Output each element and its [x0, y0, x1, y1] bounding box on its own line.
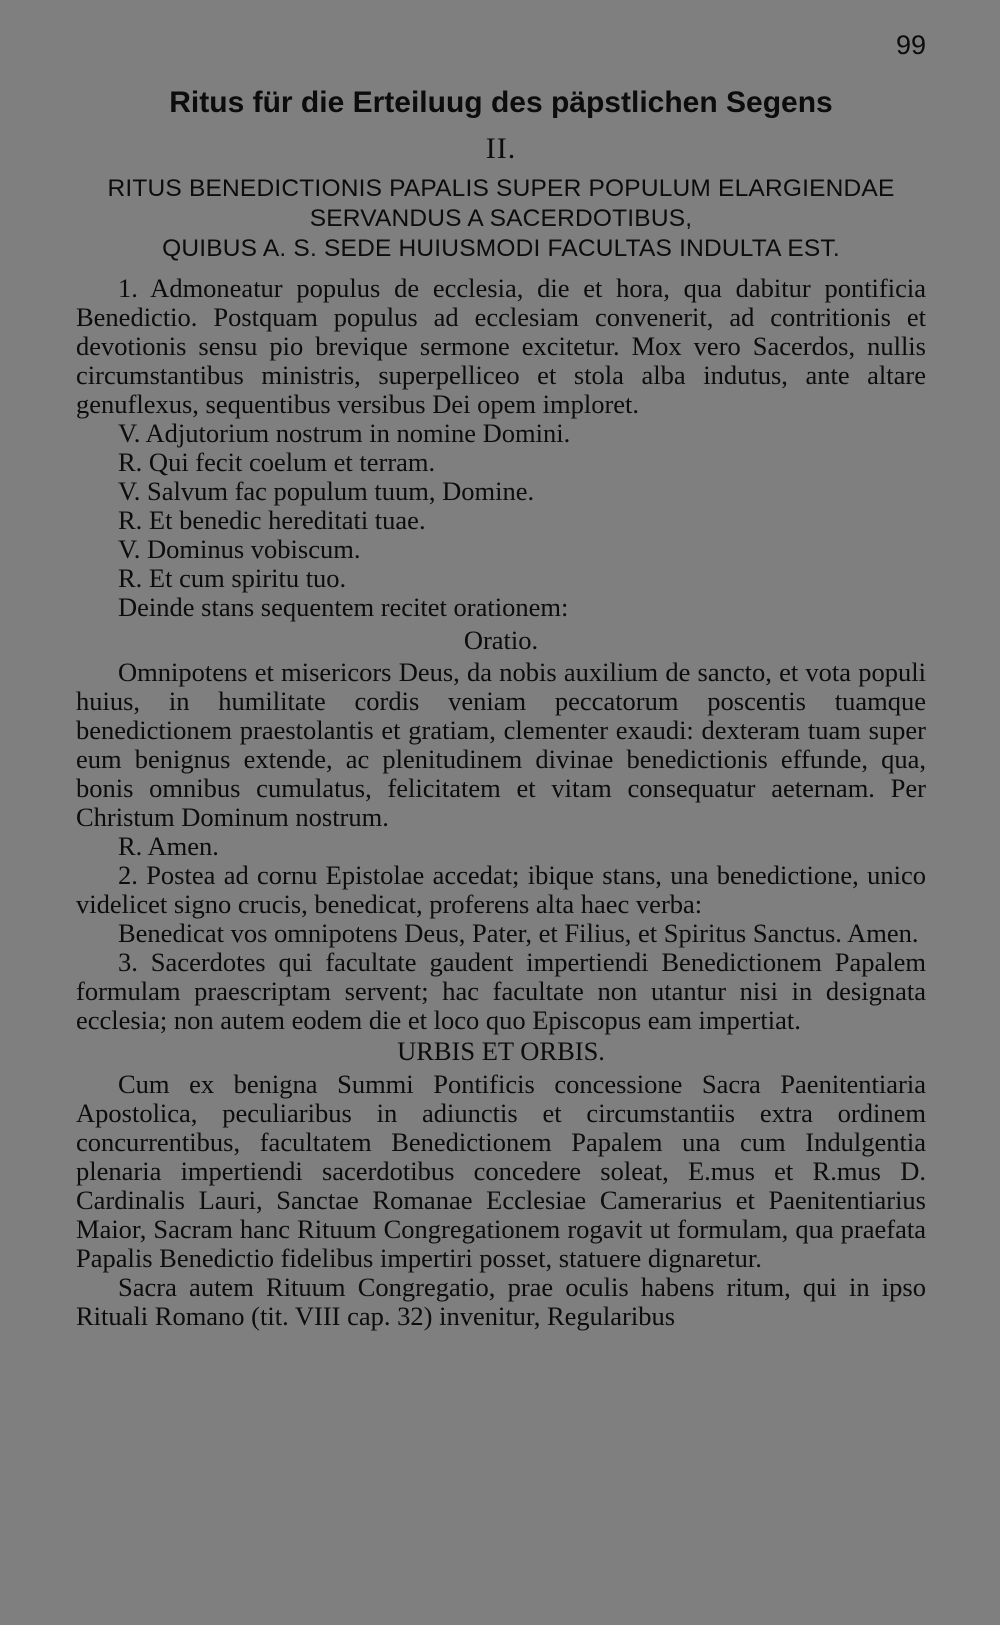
- oratio-text: Omnipotens et misericors Deus, da nobis auxilium de sancto, et vota populi huius, in humilitate cordis veniam peccatorum poscentis tuamque benedictionem praestolantis et gratiam, clementer exaudi: dexteram tuam super eum benignus extende, ac plenitudinem divinae benedictionis effunde, qua, bonis omnibus cumulatus, felicitatem et vitam consequatur aeternam. Per Christum Dominum nostrum.: [76, 657, 926, 832]
- rite-title-line-1: RITUS BENEDICTIONIS PAPALIS SUPER POPULUM ELARGIENDAE: [107, 175, 895, 202]
- oratio-title: Oratio.: [463, 625, 539, 655]
- response-1: R. Qui fecit coelum et terram.: [118, 447, 436, 477]
- versicle-2: V. Salvum fac populum tuum, Domine.: [118, 476, 535, 506]
- amen-response: R. Amen.: [118, 831, 219, 861]
- paragraph-2: 2. Postea ad cornu Epistolae accedat; ibique stans, una benedictione, unico videlicet signo crucis, benedicat, proferens alta haec verba:: [76, 860, 926, 919]
- response-2: R. Et benedic hereditati tuae.: [118, 505, 426, 535]
- urbis-et-orbis-title: URBIS ET ORBIS.: [397, 1036, 605, 1066]
- rite-title: [76, 174, 926, 264]
- section-number: II.: [485, 132, 517, 165]
- page-number: 99: [895, 30, 926, 60]
- paragraph-1: 1. Admoneatur populus de ecclesia, die et hora, qua dabitur pontificia Benedictio. Postquam populus ad ecclesiam convenerit, ad contritionis et devotionis sensu pio brevique sermone excitetur. Mox vero Sacerdos, nullis circumstantibus ministris, superpelliceo et stola alba indutus, ante altare genuflexus, sequentibus versibus Dei opem imploret.: [76, 273, 926, 419]
- document-page: [76, 28, 926, 1331]
- page-heading: Ritus für die Erteiluug des päpstlichen Segens: [169, 86, 833, 119]
- paragraph-5: Sacra autem Rituum Congregatio, prae oculis habens ritum, qui in ipso Rituali Romano (tit. VIII cap. 32) invenitur, Regularibus: [76, 1272, 926, 1331]
- rite-title-line-2: SERVANDUS A SACERDOTIBUS,: [309, 205, 693, 232]
- benedicat-formula: Benedicat vos omnipotens Deus, Pater, et Filius, et Spiritus Sanctus. Amen.: [118, 918, 919, 948]
- paragraph-3: 3. Sacerdotes qui facultate gaudent impertiendi Benedictionem Papalem formulam praescriptam servent; hac facultate non utantur nisi in designata ecclesia; non autem eodem die et loco quo Episcopus eam impertiat.: [76, 947, 926, 1035]
- rite-title-line-3: QUIBUS A. S. SEDE HUIUSMODI FACULTAS INDULTA EST.: [162, 235, 840, 262]
- response-3: R. Et cum spiritu tuo.: [118, 563, 347, 593]
- versicle-3: V. Dominus vobiscum.: [118, 534, 361, 564]
- deinde-instruction: Deinde stans sequentem recitet orationem:: [118, 592, 569, 622]
- versicle-1: V. Adjutorium nostrum in nomine Domini.: [118, 418, 571, 448]
- body-text: [76, 274, 926, 1331]
- paragraph-4: Cum ex benigna Summi Pontificis concessione Sacra Paenitentiaria Apostolica, peculiaribus in adiunctis et circumstantiis extra ordinem concurrentibus, facultatem Benedictionem Papalem una cum Indulgentia plenaria impertiendi sacerdotibus concedere soleat, E.mus et R.mus D. Cardinalis Lauri, Sanctae Romanae Ecclesiae Camerarius et Paenitentiarius Maior, Sacram hanc Rituum Congregationem rogavit ut formulam, qua praefata Papalis Benedictio fidelibus impertiri posset, statuere dignaretur.: [76, 1069, 926, 1273]
